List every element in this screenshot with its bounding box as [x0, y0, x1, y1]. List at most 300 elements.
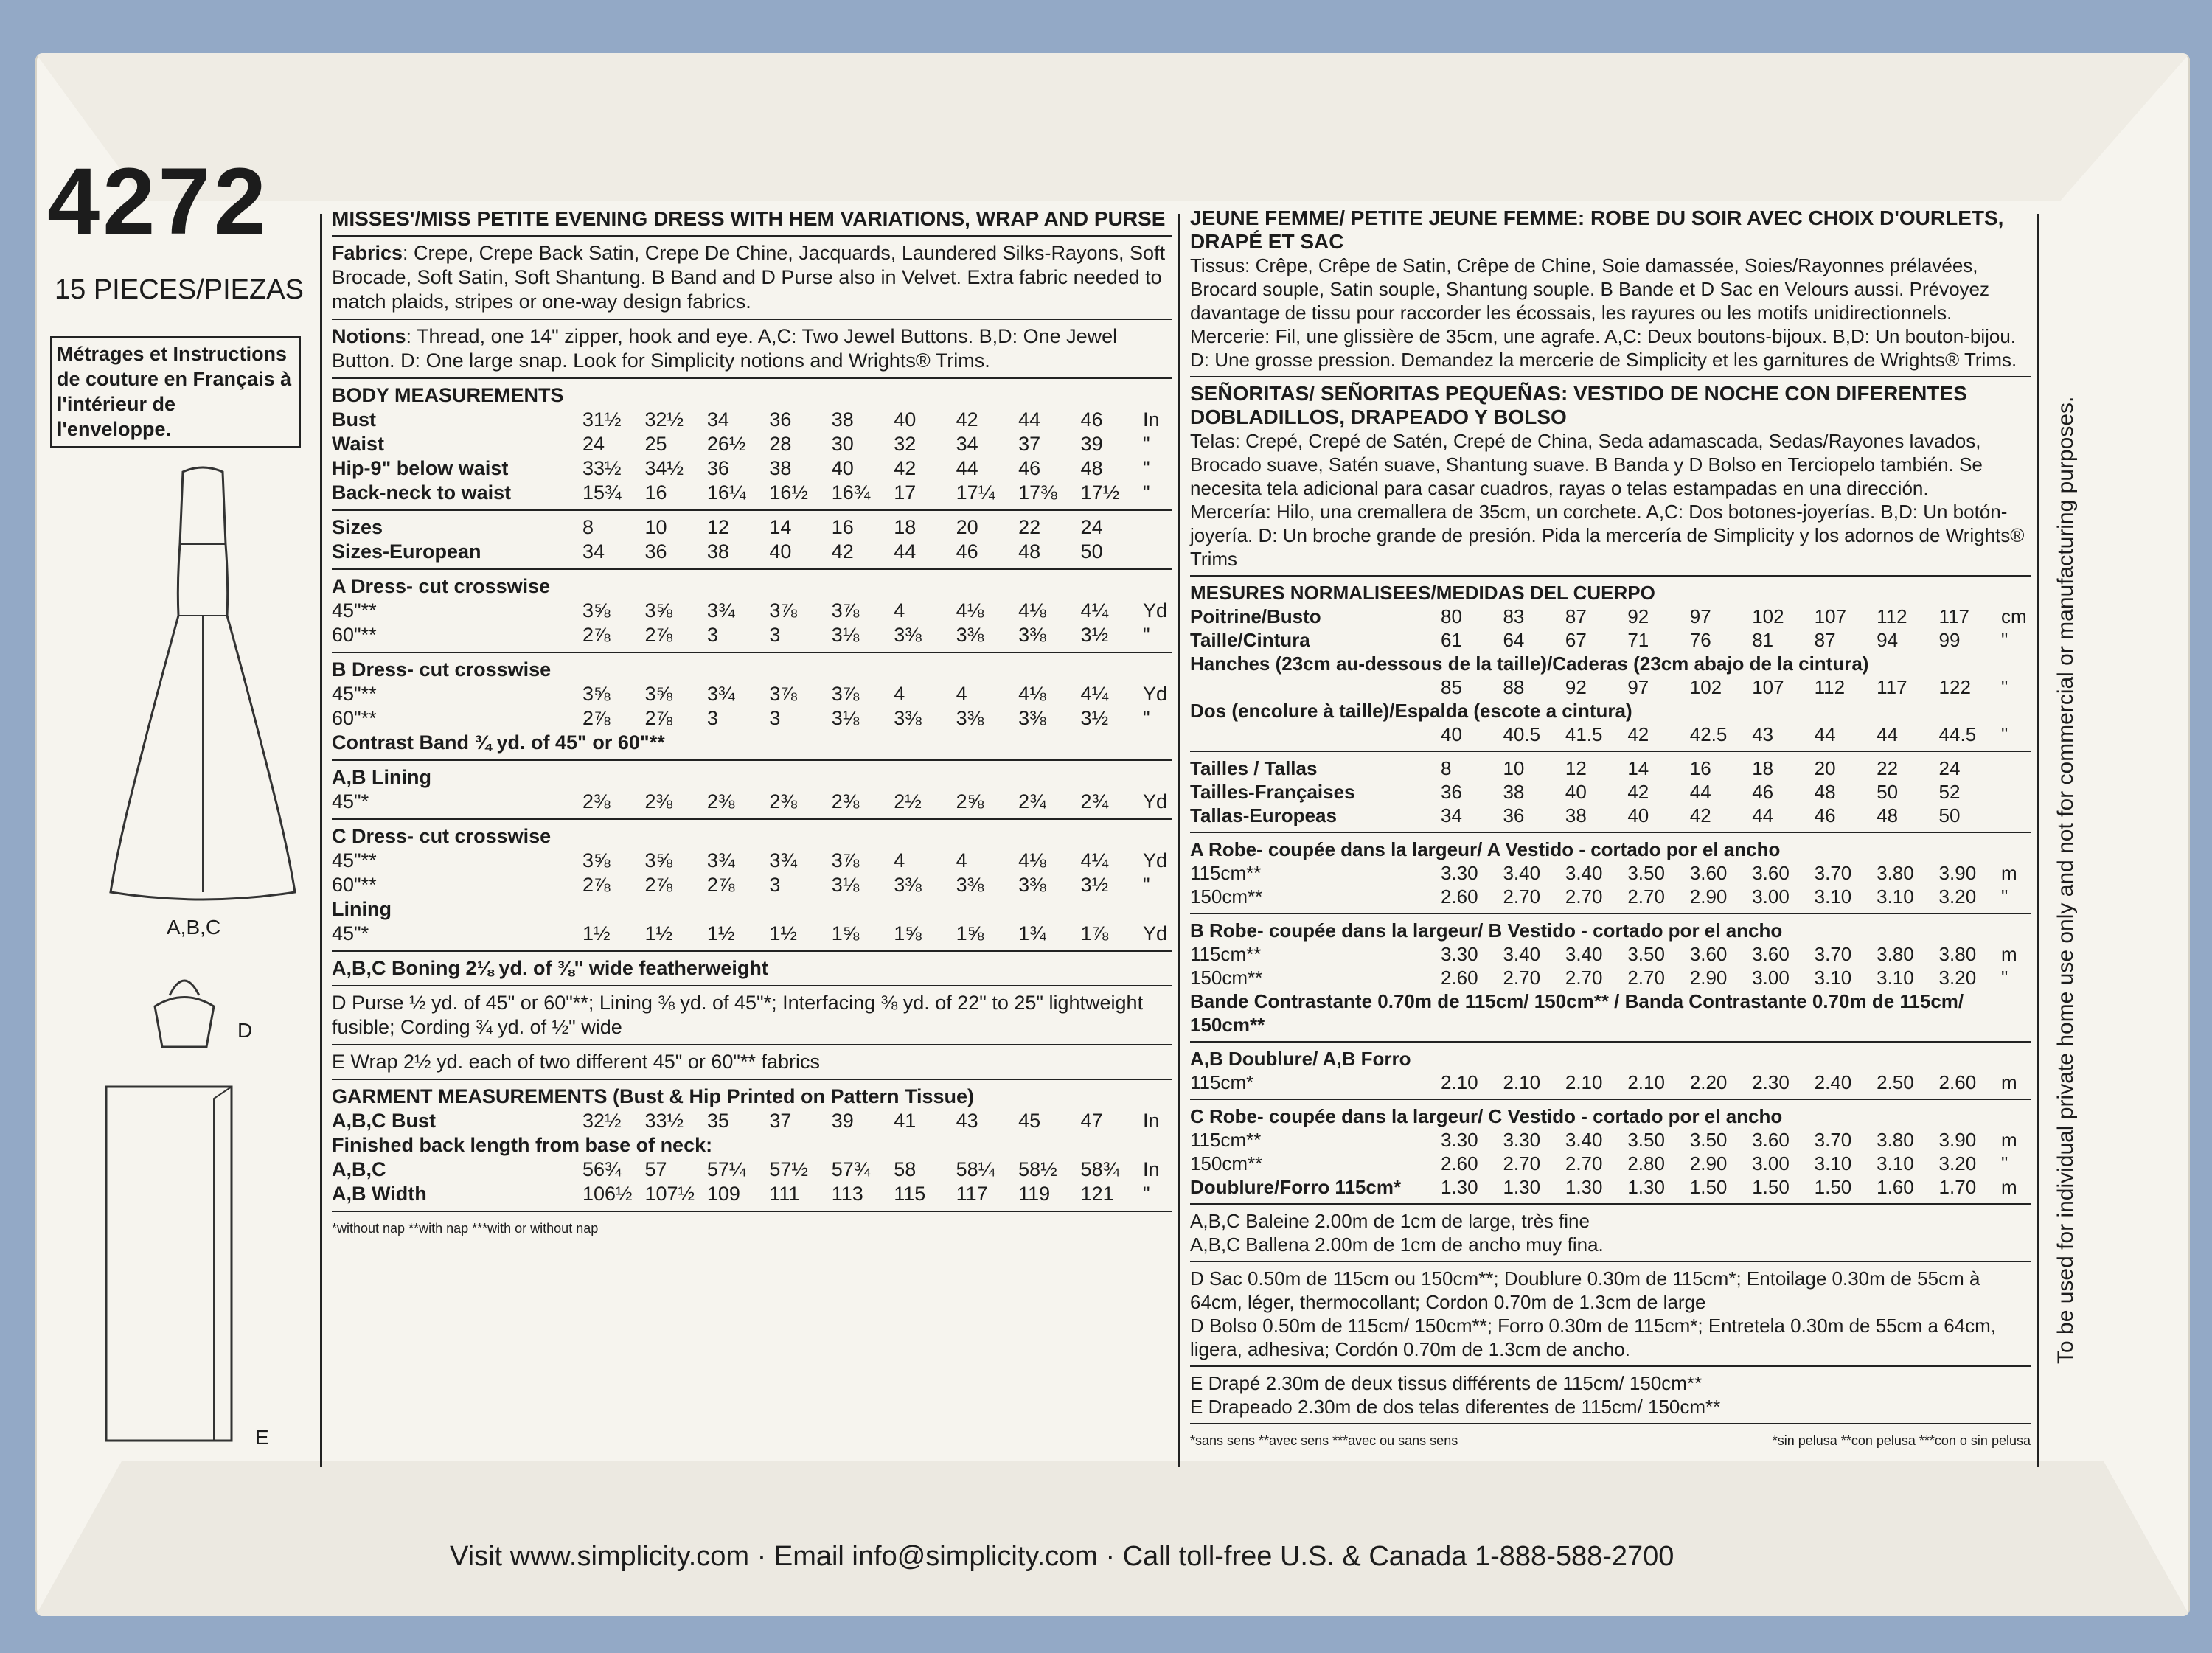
- table-cell: 3⅝: [644, 849, 672, 871]
- table-cell: 2.70: [1627, 967, 1665, 989]
- table-cell: 3.40: [1503, 943, 1541, 965]
- table-row: [1190, 1071, 2031, 1094]
- table-cell: 58¼: [956, 1158, 995, 1180]
- dos-row: [1190, 723, 2031, 746]
- table-cell: 58½: [1018, 1158, 1057, 1180]
- table-cell: 117: [1877, 676, 1907, 698]
- row-label: 115cm*: [1190, 1071, 1254, 1093]
- row-label: 60"**: [332, 874, 377, 896]
- table-cell: 1.60: [1877, 1176, 1914, 1198]
- table-cell: 1½: [644, 922, 672, 944]
- table-cell: 38: [1503, 781, 1525, 803]
- table-cell: 34½: [644, 457, 684, 479]
- table-cell: 119: [1018, 1183, 1051, 1205]
- table-cell: 2.80: [1627, 1152, 1665, 1174]
- table-cell: 17¼: [956, 481, 995, 504]
- tissus-text: Tissus: Crêpe, Crêpe de Satin, Crêpe de Chine, Soie damassée, Soies/Rayonnes prélavées, Brocard souple, Satin souple, Shantung souple. B Bande et D Sac en Velours aussi. Prévoyez davantage de tissu pour raccorder les écossais, les rayures ou les motifs unidirectionnels.: [1190, 254, 1990, 324]
- english-column: [332, 206, 1172, 1241]
- table-row: [332, 540, 1172, 564]
- table-row: [1190, 605, 2031, 628]
- french-footnote: *sans sens **avec sens ***avec ou sans sens: [1190, 1433, 1458, 1448]
- table-cell: 2.30: [1752, 1071, 1790, 1093]
- table-cell: 42.5: [1689, 723, 1728, 745]
- table-cell: 20: [956, 516, 978, 538]
- table-cell: 3½: [1080, 874, 1109, 896]
- table-cell: 3⅜: [894, 707, 922, 729]
- table-cell: 44: [1689, 781, 1711, 803]
- table-row: [1190, 861, 2031, 885]
- metrage-tables: [1190, 832, 2031, 1199]
- table-cell: 42: [1689, 804, 1711, 826]
- table-cell: 76: [1689, 629, 1711, 651]
- view-label-e: E: [255, 1426, 269, 1449]
- table-cell: 2.10: [1503, 1071, 1541, 1093]
- table-cell: 4: [894, 599, 905, 622]
- table-cell: 3⅝: [644, 683, 672, 705]
- table-cell: 17: [894, 481, 917, 504]
- row-label: Poitrine/Busto: [1190, 605, 1321, 627]
- table-cell: 3⅝: [644, 599, 672, 622]
- table-cell: 2⅝: [956, 790, 984, 812]
- table-cell: 44.5: [1938, 723, 1977, 745]
- table-row: [332, 432, 1172, 456]
- unit-cell: [1143, 540, 1172, 564]
- table-cell: 3.70: [1814, 1129, 1852, 1151]
- table-cell: 58: [894, 1158, 917, 1180]
- table-cell: 10: [1503, 757, 1525, 779]
- table-cell: 1½: [582, 922, 611, 944]
- table-cell: 4: [956, 683, 967, 705]
- row-label: 115cm**: [1190, 1129, 1262, 1151]
- table-cell: 2⅜: [644, 790, 672, 812]
- unit-cell: m: [2000, 943, 2017, 965]
- table-cell: 8: [582, 516, 594, 538]
- table-cell: 3.20: [1938, 885, 1977, 908]
- table-cell: 3⅝: [582, 683, 611, 705]
- table-cell: 40: [1565, 781, 1587, 803]
- table-cell: 3¾: [769, 849, 797, 871]
- table-row: [332, 456, 1172, 481]
- table-cell: 1.70: [1938, 1176, 1977, 1198]
- table-cell: 33½: [644, 1110, 684, 1132]
- table-cell: 48: [1814, 781, 1836, 803]
- drapeado-text: E Drapeado 2.30m de dos telas diferentes de 115cm/ 150cm**: [1190, 1396, 1721, 1418]
- french-spanish-column: [1190, 206, 2031, 1452]
- table-row: [1190, 1128, 2031, 1152]
- table-cell: 3.40: [1565, 1129, 1603, 1151]
- table-row: [1190, 628, 2031, 652]
- table-cell: 46: [1814, 804, 1836, 826]
- table-cell: 2.90: [1689, 1152, 1728, 1174]
- row-label: Waist: [332, 433, 385, 455]
- table-cell: 3: [706, 624, 718, 646]
- table-cell: 38: [769, 457, 792, 479]
- table-row: [1190, 723, 2031, 746]
- table-cell: 40: [1627, 804, 1649, 826]
- table-cell: 57: [644, 1158, 667, 1180]
- table-cell: 46: [1080, 408, 1103, 431]
- table-cell: 3⅜: [956, 707, 984, 729]
- row-label: Hip-9" below waist: [332, 457, 509, 479]
- dos-label: Dos (encolure à taille)/Espalda (escote a cintura): [1190, 700, 1632, 722]
- table-cell: 12: [706, 516, 729, 538]
- unit-cell: [2001, 756, 2031, 780]
- table-cell: 83: [1503, 605, 1525, 627]
- table-cell: 24: [582, 433, 605, 455]
- table-cell: 3.40: [1503, 862, 1541, 884]
- row-label: 115cm**: [1190, 943, 1262, 965]
- table-cell: 3.50: [1689, 1129, 1728, 1151]
- unit-cell: ": [2000, 967, 2008, 989]
- table-row: [1190, 885, 2031, 908]
- table-cell: 3.10: [1877, 885, 1914, 908]
- table-cell: 3.10: [1814, 1152, 1852, 1174]
- table-cell: 20: [1814, 757, 1836, 779]
- row-label: 45"*: [332, 922, 369, 944]
- table-cell: 2½: [894, 790, 922, 812]
- table-cell: 4: [894, 849, 905, 871]
- garment-rows: [332, 1158, 1172, 1206]
- table-cell: 2⅞: [644, 874, 672, 896]
- table-cell: 4: [894, 683, 905, 705]
- table-cell: 3⅛: [831, 874, 860, 896]
- row-label: Back-neck to waist: [332, 481, 512, 504]
- unit-cell: ": [2000, 629, 2008, 651]
- table-cell: 3.70: [1814, 943, 1852, 965]
- table-row: [332, 1158, 1172, 1182]
- table-cell: 2.60: [1441, 1152, 1478, 1174]
- table-cell: 2.70: [1503, 967, 1541, 989]
- row-label: Tailles-Françaises: [1190, 781, 1355, 803]
- table-cell: 2⅞: [706, 874, 735, 896]
- table-cell: 3.60: [1752, 862, 1790, 884]
- divider-right: [2037, 214, 2039, 1467]
- unit-cell: m: [2000, 1176, 2017, 1198]
- row-label: Taille/Cintura: [1190, 629, 1310, 651]
- row-label: 60"**: [332, 624, 377, 646]
- table-cell: 14: [1627, 757, 1649, 779]
- row-label: [1190, 675, 1441, 699]
- dress-illustration: [96, 457, 310, 914]
- table-row: [1190, 756, 2031, 780]
- table-cell: 3.40: [1565, 862, 1603, 884]
- table-cell: 36: [706, 457, 729, 479]
- table-cell: 34: [706, 408, 729, 431]
- row-label: 150cm**: [1190, 1152, 1263, 1174]
- table-row: [1190, 780, 2031, 804]
- table-cell: 112: [1877, 605, 1907, 627]
- table-cell: 2¾: [1018, 790, 1046, 812]
- table-cell: 3.30: [1441, 943, 1478, 965]
- table-cell: 3.80: [1877, 1129, 1914, 1151]
- table-cell: 94: [1877, 629, 1899, 651]
- table-cell: 2.40: [1814, 1071, 1852, 1093]
- table-row: [332, 706, 1172, 731]
- row-label: Sizes: [332, 516, 383, 538]
- table-cell: 4⅛: [1018, 683, 1046, 705]
- hanches-label: Hanches (23cm au-dessous de la taille)/Caderas (23cm abajo de la cintura): [1190, 652, 1869, 675]
- table-cell: 40: [1441, 723, 1462, 745]
- table-cell: 3.30: [1503, 1129, 1541, 1151]
- view-label-abc: A,B,C: [167, 916, 221, 939]
- table-cell: 106½: [582, 1183, 633, 1205]
- unit-cell: Yd: [1142, 599, 1168, 622]
- view-label-d: D: [237, 1019, 253, 1042]
- table-cell: 48: [1877, 804, 1899, 826]
- table-cell: 17½: [1080, 481, 1120, 504]
- table-row: [332, 922, 1172, 946]
- table-cell: 15¾: [582, 481, 622, 504]
- table-cell: 32: [894, 433, 917, 455]
- table-cell: 4¼: [1080, 849, 1109, 871]
- mesures-title: MESURES NORMALISEES/MEDIDAS DEL CUERPO: [1190, 582, 1655, 604]
- table-cell: 3⅝: [582, 849, 611, 871]
- table-cell: 42: [956, 408, 978, 431]
- table-cell: 34: [956, 433, 978, 455]
- table-cell: 113: [831, 1183, 863, 1205]
- unit-cell: ": [1142, 481, 1150, 504]
- table-cell: 40: [894, 408, 917, 431]
- unit-cell: ": [1142, 874, 1150, 896]
- table-cell: 2¾: [1080, 790, 1109, 812]
- table-cell: 88: [1503, 676, 1525, 698]
- table-cell: 35: [706, 1110, 729, 1132]
- french-title: JEUNE FEMME/ PETITE JEUNE FEMME: ROBE DU SOIR AVEC CHOIX D'OURLETS, DRAPÉ ET SAC: [1190, 206, 2004, 253]
- table-row: [1190, 966, 2031, 989]
- table-cell: 22: [1877, 757, 1899, 779]
- table-cell: 3.70: [1814, 862, 1852, 884]
- table-cell: 112: [1814, 676, 1846, 698]
- table-cell: 50: [1080, 540, 1103, 563]
- table-cell: 61: [1441, 629, 1462, 651]
- table-cell: 3.00: [1752, 1152, 1790, 1174]
- table-cell: 2⅜: [831, 790, 860, 812]
- mercerie-text: Mercerie: Fil, une glissière de 35cm, une agrafe. A,C: Deux boutons-bijoux. B,D: Un bouton-bijou. D: Une grosse pression. Demandez la mercerie de Simplicity et les garnitures de Wrights® Trims.: [1190, 325, 2017, 371]
- table-cell: 71: [1627, 629, 1649, 651]
- table-cell: 3.80: [1938, 943, 1977, 965]
- table-cell: 2⅜: [582, 790, 611, 812]
- row-label: 45"**: [332, 599, 377, 622]
- table-cell: 14: [769, 516, 792, 538]
- table-cell: 41: [894, 1110, 917, 1132]
- table-cell: 3½: [1080, 624, 1109, 646]
- table-cell: 87: [1565, 605, 1587, 627]
- table-cell: 3⅜: [956, 874, 984, 896]
- table-cell: 2.60: [1441, 885, 1478, 908]
- table-cell: 1.50: [1752, 1176, 1790, 1198]
- yardage-section-title: B Dress- cut crosswise: [332, 658, 552, 681]
- row-label: A,B,C Bust: [332, 1110, 436, 1132]
- table-cell: 3.00: [1752, 967, 1790, 989]
- table-cell: 3.80: [1877, 943, 1914, 965]
- unit-cell: Yd: [1142, 849, 1168, 871]
- english-title: MISSES'/MISS PETITE EVENING DRESS WITH HEM VARIATIONS, WRAP AND PURSE: [332, 207, 1166, 230]
- table-cell: 3: [706, 707, 718, 729]
- table-cell: 18: [894, 516, 917, 538]
- table-cell: 3⅜: [1018, 624, 1046, 646]
- unit-cell: m: [2000, 862, 2017, 884]
- table-cell: 3⅝: [582, 599, 611, 622]
- table-cell: 2.70: [1503, 1152, 1541, 1174]
- table-cell: 45: [1018, 1110, 1041, 1132]
- table-cell: 52: [1938, 781, 1961, 803]
- row-label: 115cm**: [1190, 862, 1262, 884]
- row-label: A,B,C: [332, 1158, 386, 1180]
- sac-text: D Sac 0.50m de 115cm ou 150cm**; Doublure 0.30m de 115cm*; Entoilage 0.30m de 55cm à 64cm, léger, thermocollant; Cordon 0.70m de 1.3cm de large: [1190, 1267, 1980, 1313]
- unit-cell: Yd: [1142, 790, 1168, 812]
- table-cell: 17⅜: [1018, 481, 1057, 504]
- table-cell: 3.30: [1441, 1129, 1478, 1151]
- back-length-label: Finished back length from base of neck:: [332, 1134, 713, 1156]
- table-cell: 32½: [644, 408, 684, 431]
- table-cell: 2⅞: [644, 707, 672, 729]
- table-cell: 64: [1503, 629, 1525, 651]
- table-cell: 2⅜: [706, 790, 735, 812]
- unit-cell: Yd: [1142, 922, 1168, 944]
- table-cell: 2.70: [1503, 885, 1541, 908]
- table-cell: 107: [1752, 676, 1784, 698]
- table-cell: 50: [1877, 781, 1899, 803]
- table-cell: 48: [1080, 457, 1103, 479]
- table-cell: 3½: [1080, 707, 1109, 729]
- table-row: [332, 873, 1172, 897]
- table-cell: 67: [1565, 629, 1587, 651]
- table-cell: 111: [769, 1183, 800, 1205]
- table-cell: 2.10: [1441, 1071, 1478, 1093]
- boning-text: A,B,C Boning 2⅛ yd. of ⅜" wide featherweight: [332, 957, 768, 979]
- table-cell: 3: [769, 707, 781, 729]
- table-cell: 2.60: [1441, 967, 1478, 989]
- table-cell: 3.60: [1689, 943, 1728, 965]
- french-instructions-box: Métrages et Instructions de couture en Français à l'intérieur de l'enveloppe.: [50, 336, 301, 448]
- table-cell: 42: [1627, 781, 1649, 803]
- table-cell: 1.50: [1814, 1176, 1852, 1198]
- table-row: [1190, 1152, 2031, 1175]
- baleine-text: A,B,C Baleine 2.00m de 1cm de large, très fine: [1190, 1210, 1590, 1232]
- table-cell: 2.70: [1565, 967, 1603, 989]
- table-cell: 1½: [769, 922, 797, 944]
- metrage-section-title: A,B Doublure/ A,B Forro: [1190, 1048, 1411, 1070]
- table-cell: 3.60: [1752, 943, 1790, 965]
- table-cell: 117: [956, 1183, 988, 1205]
- table-cell: 3¾: [706, 683, 735, 705]
- table-cell: 50: [1938, 804, 1961, 826]
- row-label: 45"**: [332, 683, 377, 705]
- wrap-illustration: [103, 1084, 251, 1452]
- table-cell: 44: [894, 540, 917, 563]
- metrage-section-title: B Robe- coupée dans la largeur/ B Vestido - cortado por el ancho: [1190, 919, 1783, 942]
- table-cell: 92: [1627, 605, 1649, 627]
- unit-cell: ": [2000, 723, 2008, 745]
- unit-cell: ": [1142, 433, 1150, 455]
- unit-cell: ": [1142, 457, 1150, 479]
- purse-illustration: [147, 966, 221, 1054]
- table-cell: 4¼: [1080, 599, 1109, 622]
- table-cell: 38: [831, 408, 854, 431]
- table-cell: 2.70: [1565, 885, 1603, 908]
- table-cell: 43: [1752, 723, 1774, 745]
- table-row: [332, 599, 1172, 623]
- table-cell: 1.30: [1627, 1176, 1665, 1198]
- table-cell: 3.30: [1441, 862, 1478, 884]
- table-cell: 44: [1018, 408, 1041, 431]
- table-cell: 12: [1565, 757, 1587, 779]
- table-cell: 3.10: [1877, 967, 1914, 989]
- table-cell: 122: [1938, 676, 1971, 698]
- table-cell: 85: [1441, 676, 1462, 698]
- table-cell: 107½: [644, 1183, 695, 1205]
- table-cell: 3⅜: [894, 874, 922, 896]
- table-row: [1190, 1175, 2031, 1199]
- table-row: [332, 515, 1172, 540]
- table-row: [332, 849, 1172, 873]
- contrast-band-text: Contrast Band ¾ yd. of 45" or 60"**: [332, 731, 665, 754]
- table-cell: 2.70: [1627, 885, 1665, 908]
- table-cell: 4: [956, 849, 967, 871]
- table-cell: 47: [1080, 1110, 1103, 1132]
- table-cell: 3.10: [1814, 967, 1852, 989]
- row-label: Sizes-European: [332, 540, 481, 563]
- ballena-text: A,B,C Ballena 2.00m de 1cm de ancho muy fina.: [1190, 1233, 1604, 1256]
- pieces-count: 15 PIECES/PIEZAS: [55, 274, 304, 305]
- table-cell: 87: [1814, 629, 1836, 651]
- table-cell: 1.30: [1503, 1176, 1541, 1198]
- table-cell: 56¾: [582, 1158, 622, 1180]
- table-cell: 3.10: [1814, 885, 1852, 908]
- table-cell: 4¼: [1080, 683, 1109, 705]
- table-cell: 39: [1080, 433, 1103, 455]
- garment-title: GARMENT MEASUREMENTS (Bust & Hip Printed on Pattern Tissue): [332, 1085, 975, 1107]
- table-cell: 24: [1938, 757, 1961, 779]
- table-cell: 115: [894, 1183, 926, 1205]
- table-cell: 46: [956, 540, 978, 563]
- table-cell: 2⅜: [769, 790, 797, 812]
- table-cell: 1.30: [1565, 1176, 1603, 1198]
- unit-cell: cm: [2000, 605, 2027, 627]
- table-cell: 2⅞: [582, 707, 611, 729]
- table-cell: 31½: [582, 408, 622, 431]
- table-cell: 36: [644, 540, 667, 563]
- unit-cell: In: [1142, 408, 1160, 431]
- table-cell: 3¾: [706, 599, 735, 622]
- unit-cell: ": [2000, 676, 2008, 698]
- table-cell: 40: [831, 457, 854, 479]
- table-cell: 1½: [706, 922, 735, 944]
- table-cell: 44: [1752, 804, 1774, 826]
- table-cell: 16: [1689, 757, 1711, 779]
- table-cell: 3.90: [1938, 1129, 1977, 1151]
- spanish-title: SEÑORITAS/ SEÑORITAS PEQUEÑAS: VESTIDO DE NOCHE CON DIFERENTES DOBLADILLOS, DRAPEADO Y BOLSO: [1190, 382, 1967, 428]
- merceria-text: Mercería: Hilo, una cremallera de 35cm, un corchete. A,C: Dos botones-joyerías. B,D: Un botón-joyería. D: Un broche grande de presión. Pida la mercería de Simplicity y los adornos de Wrights® Trims: [1190, 501, 2025, 570]
- table-cell: 3.50: [1627, 862, 1665, 884]
- table-cell: 3⅜: [894, 624, 922, 646]
- table-cell: 1.50: [1689, 1176, 1728, 1198]
- table-cell: 102: [1689, 676, 1722, 698]
- table-cell: 48: [1018, 540, 1041, 563]
- table-cell: 57¾: [831, 1158, 871, 1180]
- row-label: Doublure/Forro 115cm*: [1190, 1176, 1402, 1198]
- table-cell: 3⅞: [831, 599, 860, 622]
- table-cell: 40.5: [1503, 723, 1541, 745]
- unit-cell: In: [1142, 1110, 1160, 1132]
- purse-text: D Purse ½ yd. of 45" or 60"**; Lining ⅜ yd. of 45"*; Interfacing ⅜ yd. of 22" to 25" lightweight fusible; Cording ¾ yd. of ½" wide: [332, 992, 1144, 1038]
- table-cell: 3.50: [1627, 943, 1665, 965]
- table-cell: 2.90: [1689, 885, 1728, 908]
- body-measurements-title: BODY MEASUREMENTS: [332, 384, 564, 406]
- table-cell: 1⅝: [956, 922, 984, 944]
- table-cell: 26½: [706, 433, 746, 455]
- table-cell: 44: [1877, 723, 1899, 745]
